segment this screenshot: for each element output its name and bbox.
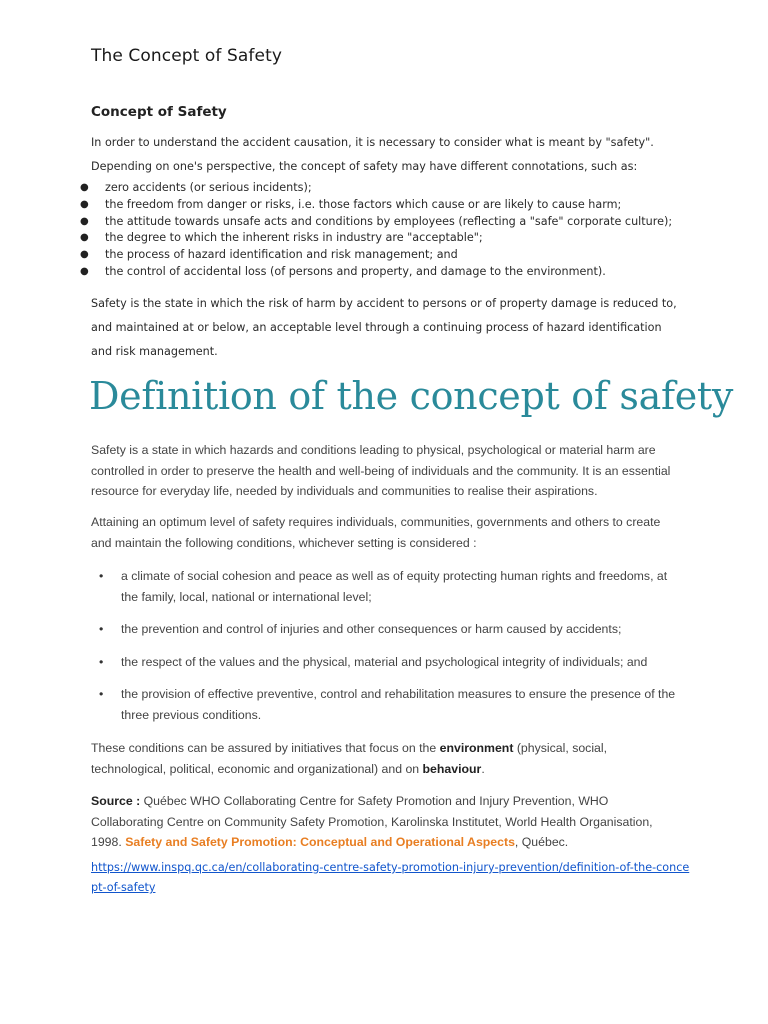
safety-statement: Safety is the state in which the risk of harm by accident to persons or of property damage is reduced to, and maintained at or below, an acceptable level through a continuing process of hazard identification and risk management. — [91, 297, 677, 358]
connotations-list — [80, 180, 720, 281]
bullet-icon: ● — [80, 182, 89, 193]
bullet-icon: • — [99, 687, 104, 701]
section-heading: Concept of Safety — [91, 104, 227, 120]
behaviour-term: behaviour — [422, 761, 482, 776]
source-paragraph: Source : Québec WHO Collaborating Centre for Safety Promotion and Injury Prevention, WHO Collaborating Centre on Community Safety Promotion, Karolinska Institutet, World Health Organisation, 1998. Safety and Safety Promotion: Conceptual and Operational Aspects, Québec. — [91, 794, 653, 849]
document-title: The Concept of Safety — [91, 46, 283, 66]
attaining-paragraph: Attaining an optimum level of safety requires individuals, communities, governments and others to create and maintain the following conditions, whichever setting is considered : — [91, 515, 661, 550]
list-item: ● the control of accidental loss (of persons and property, and damage to the environment). — [80, 264, 720, 281]
bullet-icon: • — [99, 655, 104, 669]
definition-paragraph: Safety is a state in which hazards and conditions leading to physical, psychological or material harm are controlled in order to preserve the health and well-being of individuals and the community. It is an essential resource for everyday life, needed by individuals and communities to realise their aspirations. — [91, 443, 671, 498]
list-item: • a climate of social cohesion and peace as well as of equity protecting human rights and freedoms, at the family, local, national or international level; — [91, 566, 681, 619]
conditions-list — [91, 566, 681, 726]
list-item: • the provision of effective preventive, control and rehabilitation measures to ensure the presence of the three previous conditions. — [91, 684, 681, 726]
bullet-icon: • — [99, 622, 104, 636]
source-label: Source : — [91, 794, 141, 808]
list-item: ● the process of hazard identification and risk management; and — [80, 247, 720, 264]
list-item: ● the freedom from danger or risks, i.e. those factors which cause or are likely to cause harm; — [80, 197, 720, 214]
bullet-icon: ● — [80, 215, 89, 227]
bullet-icon: ● — [80, 232, 89, 244]
list-item: • the respect of the values and the physical, material and psychological integrity of individuals; and — [91, 652, 681, 684]
bullet-icon: ● — [80, 198, 89, 210]
intro-paragraph: In order to understand the accident causation, it is necessary to consider what is meant by "safety". — [91, 136, 654, 149]
list-item: • the prevention and control of injuries and other consequences or harm caused by accidents; — [91, 619, 681, 652]
list-item: ● zero accidents (or serious incidents); — [80, 180, 720, 197]
list-item: ● the degree to which the inherent risks in industry are "acceptable"; — [80, 230, 720, 247]
bullet-icon: • — [99, 569, 104, 583]
definition-heading: Definition of the concept of safety — [89, 374, 734, 418]
list-item: ● the attitude towards unsafe acts and conditions by employees (reflecting a "safe" corporate culture); — [80, 214, 720, 231]
publication-title: Safety and Safety Promotion: Conceptual and Operational Aspects — [125, 835, 515, 849]
environment-term: environment — [439, 741, 514, 755]
bullet-icon: ● — [80, 249, 89, 261]
conditions-assured-paragraph: These conditions can be assured by initiatives that focus on the environment (physical, social, technological, political, economic and organizational) and on behaviour. — [91, 741, 608, 776]
bullet-icon: ● — [80, 265, 89, 277]
depending-paragraph: Depending on one's perspective, the concept of safety may have different connotations, such as: — [91, 160, 638, 173]
source-url-link[interactable]: https://www.inspq.qc.ca/en/collaborating-centre-safety-promotion-injury-prevention/definition-of-the-concept-of-safety — [91, 861, 690, 894]
